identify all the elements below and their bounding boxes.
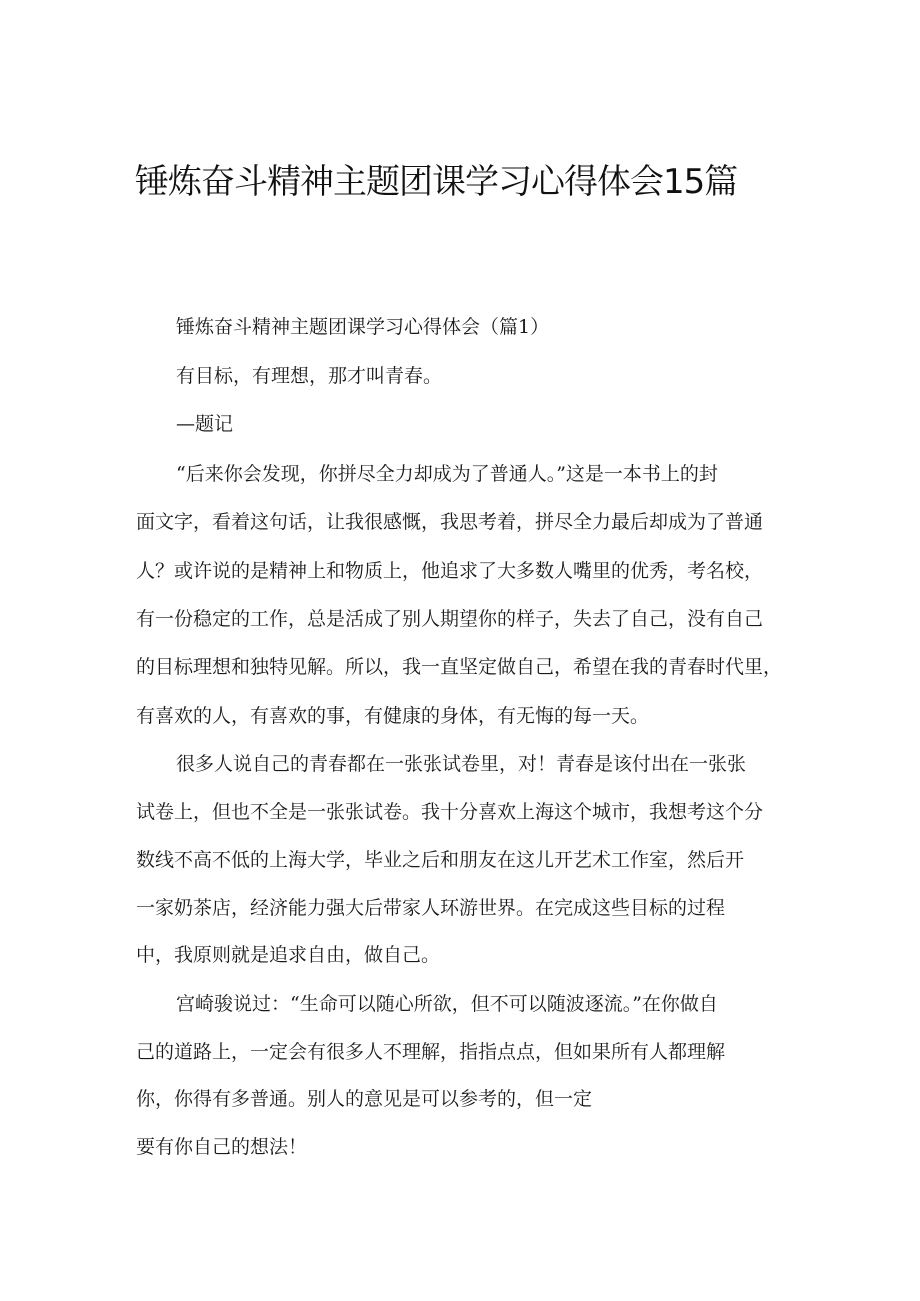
epigraph-attribution: —题记 <box>176 413 234 435</box>
paragraph-line: 很多人说自己的青春都在一张张试卷里，对！青春是该付出在一张张 <box>176 753 747 775</box>
paragraph-line: 中，我原则就是追求自由，做自己。 <box>136 944 441 966</box>
paragraph-line: 要有你自己的想法！ <box>136 1136 308 1158</box>
paragraph-line: 试卷上，但也不全是一张张试卷。我十分喜欢上海这个城市，我想考这个分 <box>136 801 764 823</box>
paragraph-line: 你，你得有多普通。别人的意见是可以参考的，但一定 <box>136 1088 593 1110</box>
paragraph-line: “后来你会发现，你拼尽全力却成为了普通人。”这是一本书上的封 <box>176 463 718 485</box>
paragraph-line: 宫崎骏说过：“生命可以随心所欲，但不可以随波逐流。”在你做自 <box>176 993 718 1015</box>
paragraph-line: 一家奶茶店，经济能力强大后带家人环游世界。在完成这些目标的过程 <box>136 897 726 919</box>
paragraph-line: 有一份稳定的工作，总是活成了别人期望你的样子，失去了自己，没有自己 <box>136 608 764 630</box>
paragraph-line: 面文字，看着这句话，让我很感慨，我思考着，拼尽全力最后却成为了普通 <box>136 511 764 533</box>
epigraph-line: 有目标，有理想，那才叫青春。 <box>176 365 443 387</box>
paragraph-line: 的目标理想和独特见解。所以，我一直坚定做自己，希望在我的青春时代里， <box>136 656 783 678</box>
paragraph-line: 数线不高不低的上海大学，毕业之后和朋友在这儿开艺术工作室，然后开 <box>136 849 745 871</box>
document-title: 锤炼奋斗精神主题团课学习心得体会15篇 <box>135 162 738 202</box>
paragraph-line: 人？或许说的是精神上和物质上，他追求了大多数人嘴里的优秀，考名校， <box>136 560 764 582</box>
section-heading: 锤炼奋斗精神主题团课学习心得体会（篇1） <box>176 316 550 338</box>
paragraph-line: 己的道路上，一定会有很多人不理解，指指点点，但如果所有人都理解 <box>136 1041 726 1063</box>
paragraph-line: 有喜欢的人，有喜欢的事，有健康的身体，有无悔的每一天。 <box>136 705 650 727</box>
